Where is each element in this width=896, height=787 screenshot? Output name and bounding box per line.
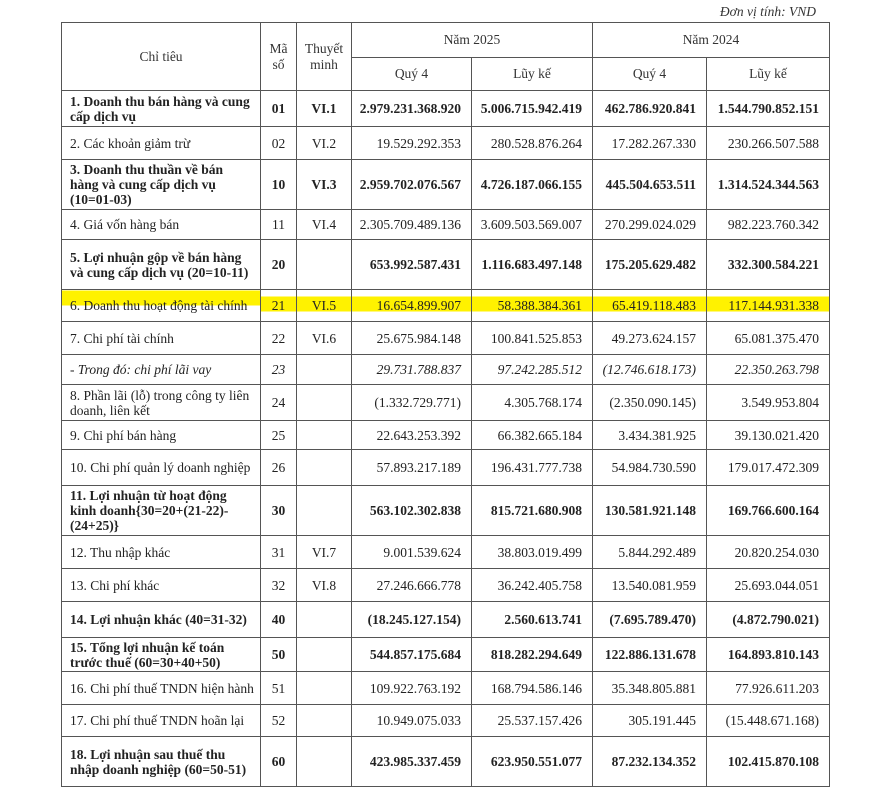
row-ytd-2025: 1.116.683.497.148 (472, 240, 593, 290)
row-note: VI.6 (297, 322, 352, 355)
row-ytd-2024: (4.872.790.021) (707, 602, 830, 638)
table-row (62, 210, 830, 240)
row-indicator: 2. Các khoản giảm trừ (62, 127, 261, 160)
row-q4-2025: 22.643.253.392 (352, 421, 472, 450)
row-code: 21 (261, 290, 297, 322)
row-ytd-2024: 117.144.931.338 (707, 290, 830, 322)
table-row (62, 486, 830, 536)
row-q4-2024: 122.886.131.678 (593, 638, 707, 672)
row-indicator: 14. Lợi nhuận khác (40=31-32) (62, 602, 261, 638)
row-code: 22 (261, 322, 297, 355)
header-ytd-2024: Lũy kế (707, 58, 830, 91)
row-ytd-2024: 25.693.044.051 (707, 569, 830, 602)
table-row (62, 290, 830, 322)
row-indicator: 7. Chi phí tài chính (62, 322, 261, 355)
row-code: 25 (261, 421, 297, 450)
row-code: 32 (261, 569, 297, 602)
row-indicator: 16. Chi phí thuế TNDN hiện hành (62, 672, 261, 705)
row-indicator: 10. Chi phí quản lý doanh nghiệp (62, 450, 261, 486)
row-note (297, 638, 352, 672)
table-row (62, 91, 830, 127)
row-ytd-2025: 66.382.665.184 (472, 421, 593, 450)
table-row (62, 322, 830, 355)
row-q4-2025: 2.305.709.489.136 (352, 210, 472, 240)
row-ytd-2024: 102.415.870.108 (707, 737, 830, 787)
row-note (297, 705, 352, 737)
row-indicator: 12. Thu nhập khác (62, 536, 261, 569)
table-row (62, 569, 830, 602)
row-q4-2025: 563.102.302.838 (352, 486, 472, 536)
row-code: 11 (261, 210, 297, 240)
row-ytd-2024: 1.544.790.852.151 (707, 91, 830, 127)
table-row (62, 450, 830, 486)
header-indicator: Chỉ tiêu (62, 23, 261, 91)
row-ytd-2025: 3.609.503.569.007 (472, 210, 593, 240)
row-q4-2025: 653.992.587.431 (352, 240, 472, 290)
row-ytd-2024: (15.448.671.168) (707, 705, 830, 737)
row-q4-2024: 445.504.653.511 (593, 160, 707, 210)
header-year-2025: Năm 2025 (352, 23, 593, 58)
row-note: VI.4 (297, 210, 352, 240)
row-indicator: 18. Lợi nhuận sau thuế thu nhập doanh nghiệp (60=50-51) (62, 737, 261, 787)
row-q4-2025: (18.245.127.154) (352, 602, 472, 638)
row-q4-2025: 423.985.337.459 (352, 737, 472, 787)
row-ytd-2024: 982.223.760.342 (707, 210, 830, 240)
row-ytd-2025: 5.006.715.942.419 (472, 91, 593, 127)
row-ytd-2024: 22.350.263.798 (707, 355, 830, 385)
row-ytd-2025: 2.560.613.741 (472, 602, 593, 638)
table-row (62, 536, 830, 569)
row-q4-2024: 130.581.921.148 (593, 486, 707, 536)
row-ytd-2025: 38.803.019.499 (472, 536, 593, 569)
row-q4-2024: (2.350.090.145) (593, 385, 707, 421)
row-q4-2025: 27.246.666.778 (352, 569, 472, 602)
row-ytd-2025: 280.528.876.264 (472, 127, 593, 160)
row-note (297, 672, 352, 705)
row-ytd-2025: 4.726.187.066.155 (472, 160, 593, 210)
row-indicator: 5. Lợi nhuận gộp về bán hàng và cung cấp dịch vụ (20=10-11) (62, 240, 261, 290)
row-ytd-2024: 20.820.254.030 (707, 536, 830, 569)
table-row (62, 127, 830, 160)
row-ytd-2025: 58.388.384.361 (472, 290, 593, 322)
row-ytd-2025: 100.841.525.853 (472, 322, 593, 355)
row-q4-2024: 35.348.805.881 (593, 672, 707, 705)
row-code: 10 (261, 160, 297, 210)
row-q4-2025: 109.922.763.192 (352, 672, 472, 705)
table-row (62, 160, 830, 210)
row-indicator: 8. Phần lãi (lỗ) trong công ty liên doanh, liên kết (62, 385, 261, 421)
row-q4-2024: 462.786.920.841 (593, 91, 707, 127)
table-row (62, 421, 830, 450)
row-note (297, 385, 352, 421)
table-row (62, 737, 830, 787)
row-q4-2024: 13.540.081.959 (593, 569, 707, 602)
row-ytd-2024: 77.926.611.203 (707, 672, 830, 705)
header-year-2024: Năm 2024 (593, 23, 830, 58)
row-q4-2025: 25.675.984.148 (352, 322, 472, 355)
row-q4-2024: 175.205.629.482 (593, 240, 707, 290)
row-ytd-2025: 168.794.586.146 (472, 672, 593, 705)
table-row (62, 602, 830, 638)
row-code: 51 (261, 672, 297, 705)
row-ytd-2025: 36.242.405.758 (472, 569, 593, 602)
header-q4-2024: Quý 4 (593, 58, 707, 91)
row-q4-2025: 10.949.075.033 (352, 705, 472, 737)
row-ytd-2025: 818.282.294.649 (472, 638, 593, 672)
row-note (297, 602, 352, 638)
row-note: VI.3 (297, 160, 352, 210)
row-q4-2024: 270.299.024.029 (593, 210, 707, 240)
row-q4-2024: (7.695.789.470) (593, 602, 707, 638)
row-indicator: 4. Giá vốn hàng bán (62, 210, 261, 240)
row-indicator: 3. Doanh thu thuần về bán hàng và cung cấp dịch vụ (10=01-03) (62, 160, 261, 210)
row-ytd-2024: 169.766.600.164 (707, 486, 830, 536)
row-ytd-2025: 623.950.551.077 (472, 737, 593, 787)
header-ytd-2025: Lũy kế (472, 58, 593, 91)
row-indicator: 9. Chi phí bán hàng (62, 421, 261, 450)
row-code: 02 (261, 127, 297, 160)
row-indicator: 15. Tổng lợi nhuận kế toán trước thuế (60=30+40+50) (62, 638, 261, 672)
row-note: VI.7 (297, 536, 352, 569)
row-note: VI.5 (297, 290, 352, 322)
row-ytd-2025: 4.305.768.174 (472, 385, 593, 421)
row-q4-2025: 2.979.231.368.920 (352, 91, 472, 127)
row-q4-2024: 3.434.381.925 (593, 421, 707, 450)
row-note: VI.2 (297, 127, 352, 160)
row-q4-2024: 17.282.267.330 (593, 127, 707, 160)
table-row (62, 355, 830, 385)
row-code: 24 (261, 385, 297, 421)
row-code: 31 (261, 536, 297, 569)
row-note (297, 421, 352, 450)
row-indicator: 13. Chi phí khác (62, 569, 261, 602)
row-q4-2025: 57.893.217.189 (352, 450, 472, 486)
row-ytd-2024: 1.314.524.344.563 (707, 160, 830, 210)
row-note: VI.1 (297, 91, 352, 127)
row-q4-2025: 29.731.788.837 (352, 355, 472, 385)
unit-label: Đơn vị tính: VND (719, 4, 816, 19)
row-code: 52 (261, 705, 297, 737)
row-q4-2024: (12.746.618.173) (593, 355, 707, 385)
row-ytd-2025: 815.721.680.908 (472, 486, 593, 536)
row-indicator: - Trong đó: chi phí lãi vay (62, 355, 261, 385)
row-q4-2025: 19.529.292.353 (352, 127, 472, 160)
header-code: Mã số (261, 23, 297, 91)
row-ytd-2024: 3.549.953.804 (707, 385, 830, 421)
row-code: 26 (261, 450, 297, 486)
row-code: 01 (261, 91, 297, 127)
header-note: Thuyết minh (297, 23, 352, 91)
row-note (297, 355, 352, 385)
row-q4-2024: 87.232.134.352 (593, 737, 707, 787)
row-ytd-2024: 39.130.021.420 (707, 421, 830, 450)
row-q4-2024: 49.273.624.157 (593, 322, 707, 355)
row-code: 50 (261, 638, 297, 672)
row-note (297, 737, 352, 787)
row-note (297, 486, 352, 536)
row-ytd-2025: 97.242.285.512 (472, 355, 593, 385)
row-indicator: 6. Doanh thu hoạt động tài chính (62, 290, 261, 322)
row-ytd-2024: 164.893.810.143 (707, 638, 830, 672)
row-ytd-2024: 230.266.507.588 (707, 127, 830, 160)
row-q4-2024: 5.844.292.489 (593, 536, 707, 569)
row-note (297, 450, 352, 486)
row-q4-2025: 16.654.899.907 (352, 290, 472, 322)
row-indicator: 17. Chi phí thuế TNDN hoãn lại (62, 705, 261, 737)
row-q4-2025: 2.959.702.076.567 (352, 160, 472, 210)
table-row (62, 385, 830, 421)
row-ytd-2025: 25.537.157.426 (472, 705, 593, 737)
table-body (62, 91, 830, 787)
row-note: VI.8 (297, 569, 352, 602)
row-code: 20 (261, 240, 297, 290)
row-q4-2025: (1.332.729.771) (352, 385, 472, 421)
table-row (62, 705, 830, 737)
income-statement-table (61, 22, 830, 787)
row-code: 40 (261, 602, 297, 638)
row-q4-2024: 305.191.445 (593, 705, 707, 737)
row-q4-2025: 9.001.539.624 (352, 536, 472, 569)
row-ytd-2024: 179.017.472.309 (707, 450, 830, 486)
row-indicator: 1. Doanh thu bán hàng và cung cấp dịch vụ (62, 91, 261, 127)
row-code: 30 (261, 486, 297, 536)
row-ytd-2024: 332.300.584.221 (707, 240, 830, 290)
row-code: 60 (261, 737, 297, 787)
table-row (62, 240, 830, 290)
row-ytd-2024: 65.081.375.470 (707, 322, 830, 355)
row-q4-2024: 65.419.118.483 (593, 290, 707, 322)
table-row (62, 672, 830, 705)
table-row (62, 638, 830, 672)
row-q4-2024: 54.984.730.590 (593, 450, 707, 486)
row-note (297, 240, 352, 290)
row-q4-2025: 544.857.175.684 (352, 638, 472, 672)
row-indicator: 11. Lợi nhuận từ hoạt động kinh doanh{30=20+(21-22)-(24+25)} (62, 486, 261, 536)
row-code: 23 (261, 355, 297, 385)
header-q4-2025: Quý 4 (352, 58, 472, 91)
row-ytd-2025: 196.431.777.738 (472, 450, 593, 486)
